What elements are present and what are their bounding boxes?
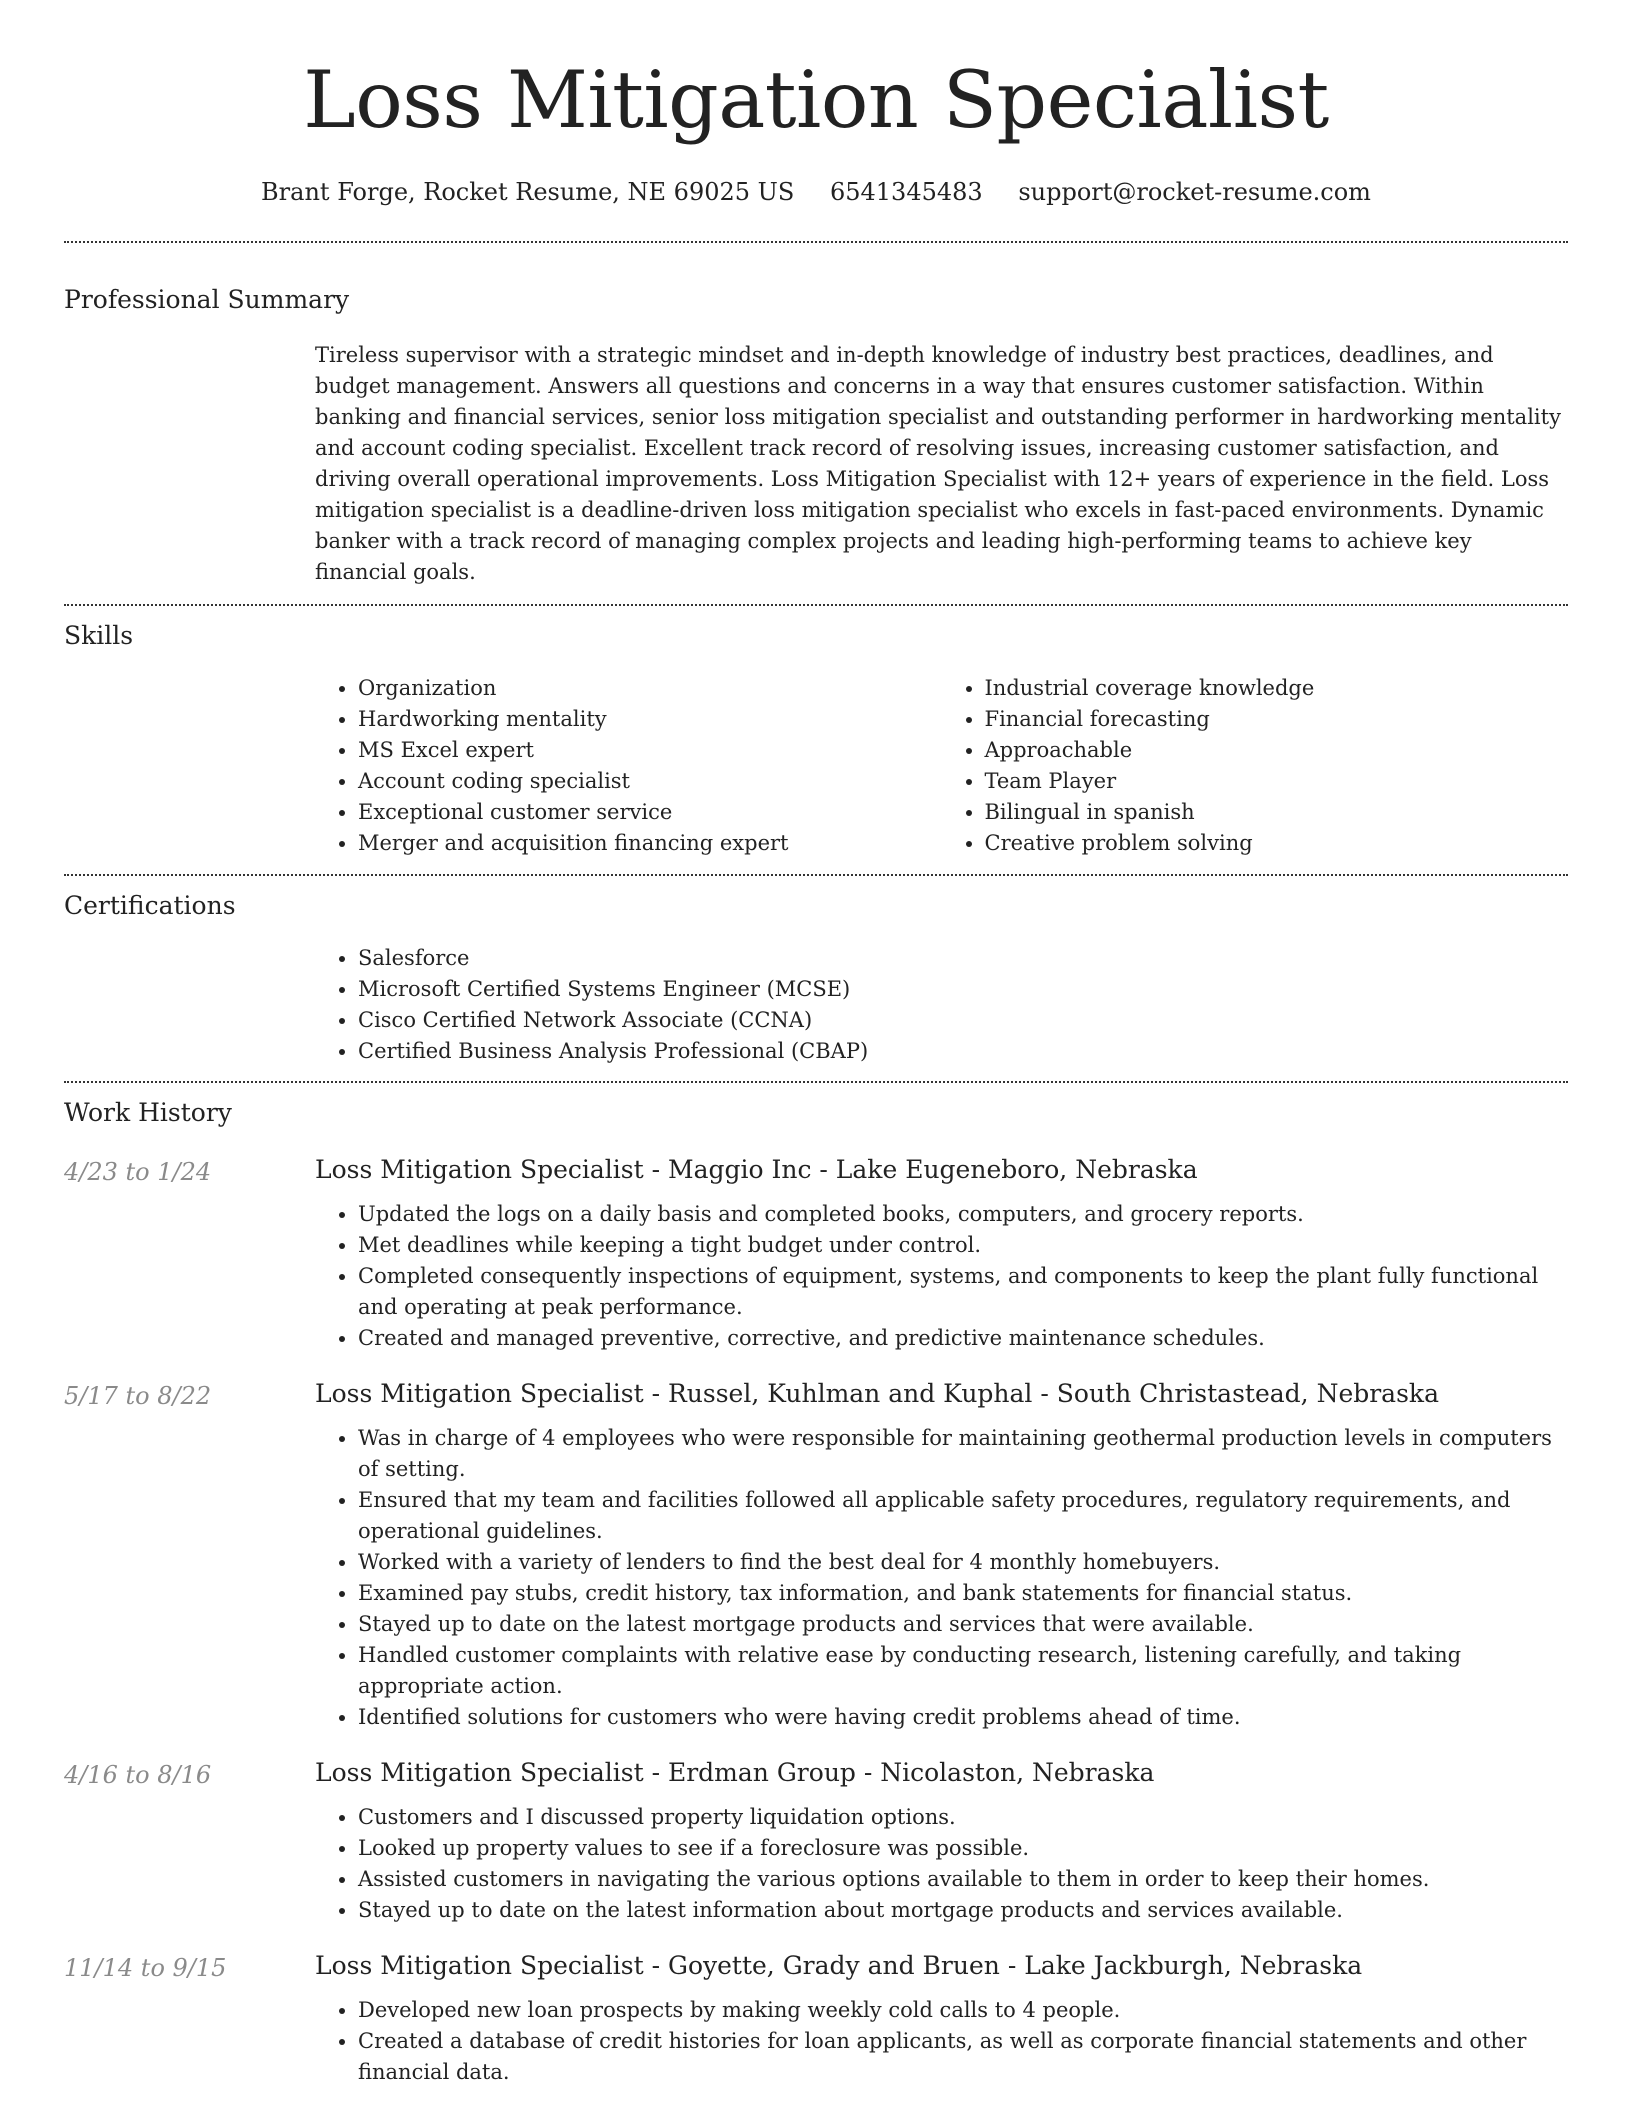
list-item: • Customers and I discussed property liquidation options. xyxy=(358,1802,1568,1833)
list-item: • Identified solutions for customers who were having credit problems ahead of time. xyxy=(358,1702,1568,1733)
work-history-heading: Work History xyxy=(64,1098,232,1127)
list-item: • Organization xyxy=(358,673,942,704)
list-item: • MS Excel expert xyxy=(358,735,942,766)
certifications-content xyxy=(315,943,1568,1067)
list-item: • Account coding specialist xyxy=(358,766,942,797)
job-title: Loss Mitigation Specialist - Erdman Group - Nicolaston, Nebraska xyxy=(315,1758,1155,1787)
divider xyxy=(64,241,1568,243)
job-dates: 11/14 to 9/15 xyxy=(64,1954,227,1982)
list-item: • Team Player xyxy=(985,766,1569,797)
list-item: • Stayed up to date on the latest mortgage products and services that were available. xyxy=(358,1609,1568,1640)
list-item: • Completed consequently inspections of equipment, systems, and components to keep the plant fully functional and operating at peak performance. xyxy=(358,1261,1568,1323)
job-dates: 4/23 to 1/24 xyxy=(64,1158,212,1186)
list-item: • Microsoft Certified Systems Engineer (MCSE) xyxy=(358,974,1568,1005)
list-item: • Financial forecasting xyxy=(985,704,1569,735)
divider xyxy=(64,1081,1568,1083)
job-body xyxy=(315,1376,1568,1733)
job-bullets xyxy=(315,1802,1568,1926)
list-item: • Ensured that my team and facilities followed all applicable safety procedures, regulatory requirements, and operational guidelines. xyxy=(358,1485,1568,1547)
job-bullets xyxy=(315,1995,1568,2088)
job-bullets xyxy=(315,1423,1568,1733)
job-dates: 5/17 to 8/22 xyxy=(64,1382,212,1410)
list-item: • Developed new loan prospects by making weekly cold calls to 4 people. xyxy=(358,1995,1568,2026)
divider xyxy=(64,874,1568,876)
summary-section xyxy=(0,283,1632,588)
list-item: • Industrial coverage knowledge xyxy=(985,673,1569,704)
certifications-section xyxy=(0,889,1632,1067)
list-item: • Looked up property values to see if a foreclosure was possible. xyxy=(358,1833,1568,1864)
list-item: • Worked with a variety of lenders to find the best deal for 4 monthly homebuyers. xyxy=(358,1547,1568,1578)
job-title: Loss Mitigation Specialist - Russel, Kuhlman and Kuphal - South Christastead, Nebraska xyxy=(315,1379,1439,1408)
resume-header xyxy=(0,0,1632,208)
list-item: • Updated the logs on a daily basis and completed books, computers, and grocery reports. xyxy=(358,1199,1568,1230)
skills-list-left xyxy=(315,673,942,859)
list-item: • Cisco Certified Network Associate (CCNA) xyxy=(358,1005,1568,1036)
summary-heading: Professional Summary xyxy=(64,285,350,314)
divider xyxy=(64,604,1568,606)
list-item: • Creative problem solving xyxy=(985,828,1569,859)
list-item: • Certified Business Analysis Professional (CBAP) xyxy=(358,1036,1568,1067)
list-item: • Bilingual in spanish xyxy=(985,797,1569,828)
page-title: Loss Mitigation Specialist xyxy=(303,54,1329,146)
list-item: • Created a database of credit histories for loan applicants, as well as corporate financial statements and other financial data. xyxy=(358,2026,1568,2088)
skills-heading: Skills xyxy=(64,621,134,650)
job-body xyxy=(315,1948,1568,2088)
work-history-section xyxy=(0,1096,1632,2088)
contact-phone: 6541345483 xyxy=(829,178,983,206)
list-item: • Examined pay stubs, credit history, tax information, and bank statements for financial status. xyxy=(358,1578,1568,1609)
job-bullets xyxy=(315,1199,1568,1354)
list-item: • Hardworking mentality xyxy=(358,704,942,735)
list-item: • Approachable xyxy=(985,735,1569,766)
list-item: • Created and managed preventive, corrective, and predictive maintenance schedules. xyxy=(358,1323,1568,1354)
list-item: • Assisted customers in navigating the various options available to them in order to keep their homes. xyxy=(358,1864,1568,1895)
skills-grid xyxy=(315,673,1568,859)
job-title: Loss Mitigation Specialist - Maggio Inc - Lake Eugeneboro, Nebraska xyxy=(315,1155,1198,1184)
certifications-heading: Certifications xyxy=(64,891,236,920)
job-body xyxy=(315,1152,1568,1354)
list-item: • Salesforce xyxy=(358,943,1568,974)
job-body xyxy=(315,1755,1568,1926)
certifications-list xyxy=(315,943,1568,1067)
contact-address: Brant Forge, Rocket Resume, NE 69025 US xyxy=(261,178,795,206)
list-item: • Was in charge of 4 employees who were responsible for maintaining geothermal production levels in computers of setting. xyxy=(358,1423,1568,1485)
job-entry xyxy=(64,1948,1568,2088)
job-entry xyxy=(64,1376,1568,1733)
summary-text: Tireless supervisor with a strategic mindset and in-depth knowledge of industry best practices, deadlines, and budget management. Answers all questions and concerns in a way that ensures customer satisfaction. Within banking and financial services, senior loss mitigation specialist and outstanding performer in hardworking mentality and account coding specialist. Excellent track record of resolving issues, increasing customer satisfaction, and driving overall operational improvements. Loss Mitigation Specialist with 12+ years of experience in the field. Loss mitigation specialist is a deadline-driven loss mitigation specialist who excels in fast-paced environments. Dynamic banker with a track record of managing complex projects and leading high-performing teams to achieve key financial goals. xyxy=(315,343,1561,584)
contact-email: support@rocket-resume.com xyxy=(1018,178,1371,206)
list-item: • Stayed up to date on the latest information about mortgage products and services available. xyxy=(358,1895,1568,1926)
list-item: • Met deadlines while keeping a tight budget under control. xyxy=(358,1230,1568,1261)
list-item: • Merger and acquisition financing expert xyxy=(358,828,942,859)
job-entry xyxy=(64,1755,1568,1926)
skills-section xyxy=(0,619,1632,859)
skills-list-right xyxy=(942,673,1569,859)
contact-line xyxy=(0,176,1632,208)
job-entry xyxy=(64,1152,1568,1354)
list-item: • Handled customer complaints with relative ease by conducting research, listening carefully, and taking appropriate action. xyxy=(358,1640,1568,1702)
list-item: • Exceptional customer service xyxy=(358,797,942,828)
job-dates: 4/16 to 8/16 xyxy=(64,1761,212,1789)
job-title: Loss Mitigation Specialist - Goyette, Grady and Bruen - Lake Jackburgh, Nebraska xyxy=(315,1951,1363,1980)
